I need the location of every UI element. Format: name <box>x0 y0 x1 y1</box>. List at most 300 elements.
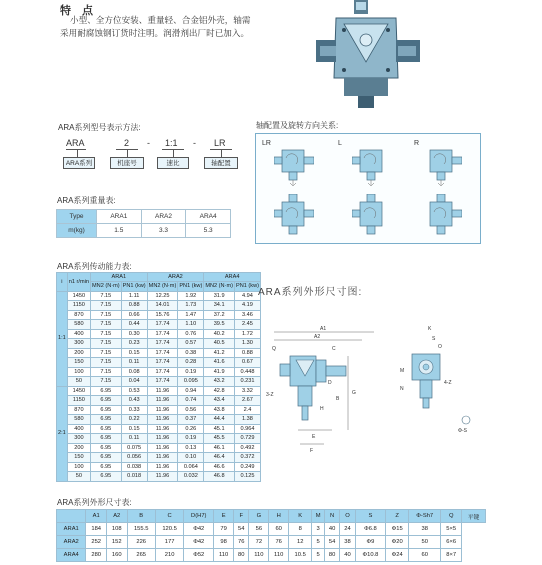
power-cell: 6.95 <box>91 453 122 463</box>
power-cell: 300 <box>67 434 90 444</box>
underline-ara <box>66 149 86 150</box>
dim-header-cell: D(H7) <box>184 510 214 523</box>
features-title: 特 点 <box>60 5 98 17</box>
svg-text:Φ-S: Φ-S <box>458 428 467 434</box>
power-cell: 0.22 <box>121 415 147 425</box>
model-code-part-ratio: 1:1 <box>165 138 178 148</box>
dim-cell: Φ6.8 <box>355 523 386 536</box>
power-cell: 0.94 <box>178 386 204 396</box>
dim-cell: 12 <box>289 536 312 549</box>
power-cell: 0.53 <box>121 386 147 396</box>
power-cell: 7.15 <box>91 348 122 358</box>
orientation-l-top-icon <box>352 144 392 186</box>
model-code-part-axis: LR <box>214 138 226 148</box>
power-cell: 11.96 <box>147 472 178 482</box>
dim-row <box>57 549 486 562</box>
dim-cell: Φ15 <box>386 523 409 536</box>
power-sub-mn2: MN2 (N·m) <box>148 283 177 290</box>
power-col-n1: n1 r/min <box>67 273 90 292</box>
dim-cell: 56 <box>249 523 269 536</box>
weight-row-label: m(kg) <box>57 224 97 238</box>
power-model-header: ARA1 <box>91 273 148 282</box>
power-cell: 200 <box>67 443 90 453</box>
power-row <box>57 301 261 311</box>
dim-cell: 120.5 <box>155 523 183 536</box>
stem-axis <box>221 149 222 157</box>
power-cell: 0.032 <box>178 472 204 482</box>
power-cell: 0.43 <box>121 396 147 406</box>
power-cell: 1.10 <box>178 320 204 330</box>
power-row <box>57 462 261 472</box>
power-cell: 11.96 <box>147 415 178 425</box>
power-cell: 0.11 <box>121 358 147 368</box>
dim-header-cell: 平键 <box>462 510 486 523</box>
dim-table-title: ARA系列外形尺寸表: <box>57 498 132 507</box>
power-cell: 2.4 <box>234 405 260 415</box>
power-row <box>57 386 261 396</box>
dim-header-cell: A2 <box>106 510 127 523</box>
svg-text:O: O <box>438 344 442 350</box>
dim-cell: Φ52 <box>184 549 214 562</box>
power-cell: 1.38 <box>234 415 260 425</box>
power-cell: 0.04 <box>121 377 147 387</box>
stem-ratio <box>173 149 174 157</box>
power-cell: 0.74 <box>178 396 204 406</box>
power-cell: 0.44 <box>121 320 147 330</box>
power-cell: 0.964 <box>234 424 260 434</box>
orientation-title: 轴配置及旋转方向关系: <box>256 121 339 130</box>
power-cell: 7.15 <box>91 301 122 311</box>
svg-text:M: M <box>400 368 405 374</box>
power-cell: 11.96 <box>147 396 178 406</box>
dim-cell: Φ24 <box>386 549 409 562</box>
dim-cell: 8×7 <box>441 549 462 562</box>
power-cell: 7.15 <box>91 339 122 349</box>
power-ratio-cell: 2:1 <box>57 386 68 481</box>
power-cell: 15.76 <box>147 310 178 320</box>
power-cell: 2.67 <box>234 396 260 406</box>
power-cell: 7.15 <box>91 367 122 377</box>
model-code-part-ara: ARA <box>66 138 85 148</box>
dim-cell: 76 <box>234 536 249 549</box>
power-ratio-cell: 1:1 <box>57 291 68 386</box>
weight-header-row <box>57 210 231 224</box>
dim-table <box>56 509 486 562</box>
power-sub-pn1: PN1 (kw) <box>122 283 146 290</box>
power-cell: 6.95 <box>91 405 122 415</box>
power-cell: 11.96 <box>147 386 178 396</box>
svg-text:A1: A1 <box>320 326 327 332</box>
power-cell: 31.9 <box>204 291 235 301</box>
power-cell: 41.2 <box>204 348 235 358</box>
power-cell: 0.064 <box>178 462 204 472</box>
dim-cell: Φ9 <box>355 536 386 549</box>
power-cell: 6.95 <box>91 462 122 472</box>
power-cell: 0.56 <box>178 405 204 415</box>
code-box-axis: 轴配置 <box>204 157 238 169</box>
power-cell: 0.23 <box>121 339 147 349</box>
power-cell: 0.76 <box>178 329 204 339</box>
power-cell: 11.96 <box>147 424 178 434</box>
power-cell: 43.2 <box>204 377 235 387</box>
power-row <box>57 396 261 406</box>
orientation-l-bottom-icon <box>352 194 392 240</box>
power-header-row <box>57 273 261 282</box>
dimension-drawing <box>262 320 480 460</box>
dim-header-cell: G <box>249 510 269 523</box>
power-sub-pn1: PN1 (kw) <box>235 283 259 290</box>
power-cell: 100 <box>67 367 90 377</box>
dim-cell: 110 <box>214 549 234 562</box>
power-cell: 400 <box>67 424 90 434</box>
power-cell: 43.8 <box>204 405 235 415</box>
power-row <box>57 329 261 339</box>
power-cell: 17.74 <box>147 377 178 387</box>
power-cell: 14.01 <box>147 301 178 311</box>
power-row <box>57 320 261 330</box>
power-cell: 6.95 <box>91 386 122 396</box>
power-cell: 100 <box>67 462 90 472</box>
power-cell: 0.729 <box>234 434 260 444</box>
power-cell: 0.66 <box>121 310 147 320</box>
svg-text:B: B <box>336 396 340 402</box>
svg-text:Q: Q <box>272 346 276 352</box>
power-cell: 11.96 <box>147 434 178 444</box>
dim-cell: 80 <box>234 549 249 562</box>
dim-cell: Φ42 <box>184 523 214 536</box>
orientation-panel <box>255 133 481 244</box>
dim-cell: 265 <box>127 549 155 562</box>
dim-header-row <box>57 510 486 523</box>
weight-cell: 5.3 <box>186 224 231 238</box>
weight-header-cell: Type <box>57 210 97 224</box>
power-cell: 0.372 <box>234 453 260 463</box>
dim-cell: 50 <box>409 536 441 549</box>
dim-cell: 38 <box>340 536 355 549</box>
power-cell: 0.15 <box>121 348 147 358</box>
power-model-header: ARA2 <box>147 273 204 282</box>
power-cell: 46.6 <box>204 462 235 472</box>
power-sub-mn2: MN2 (N·m) <box>205 283 233 290</box>
power-cell: 0.249 <box>234 462 260 472</box>
power-cell: 2.45 <box>234 320 260 330</box>
power-cell: 0.038 <box>121 462 147 472</box>
dim-cell: 110 <box>269 549 289 562</box>
power-cell: 17.74 <box>147 339 178 349</box>
power-cell: 45.5 <box>204 434 235 444</box>
dim-header-cell: H <box>269 510 289 523</box>
power-cell: 40.5 <box>204 339 235 349</box>
power-cell: 0.10 <box>178 453 204 463</box>
weight-header-cell: ARA2 <box>141 210 186 224</box>
power-cell: 3.32 <box>234 386 260 396</box>
dim-cell: 60 <box>409 549 441 562</box>
power-cell: 0.11 <box>121 434 147 444</box>
power-cell: 4.94 <box>234 291 260 301</box>
power-cell: 17.74 <box>147 329 178 339</box>
power-row <box>57 377 261 387</box>
stem-size <box>127 149 128 157</box>
dim-header-cell: B <box>127 510 155 523</box>
power-model-header: ARA4 <box>204 273 261 282</box>
dim-cell: 152 <box>106 536 127 549</box>
power-cell: 43.4 <box>204 396 235 406</box>
power-cell: 17.74 <box>147 367 178 377</box>
power-cell: 0.095 <box>178 377 204 387</box>
dimension-drawing-title: ARA系列外形尺寸图: <box>258 287 363 298</box>
weight-data-row <box>57 224 231 238</box>
power-cell: 41.9 <box>204 367 235 377</box>
power-cell: 0.125 <box>234 472 260 482</box>
dim-cell: 155.5 <box>127 523 155 536</box>
orientation-label-lr: LR <box>262 140 271 147</box>
dim-header-cell: N <box>324 510 339 523</box>
power-cell: 17.74 <box>147 358 178 368</box>
dim-cell: 40 <box>340 549 355 562</box>
svg-text:N: N <box>400 386 404 392</box>
power-cell: 1.30 <box>234 339 260 349</box>
power-cell: 1.47 <box>178 310 204 320</box>
weight-cell: 3.3 <box>141 224 186 238</box>
dim-cell: 8 <box>289 523 312 536</box>
power-cell: 580 <box>67 320 90 330</box>
dim-cell: 5 <box>312 549 325 562</box>
features-text <box>60 14 300 40</box>
power-cell: 0.15 <box>121 424 147 434</box>
power-cell: 7.15 <box>91 329 122 339</box>
power-table <box>56 272 261 482</box>
model-code-dash-2: - <box>193 138 196 148</box>
power-row <box>57 348 261 358</box>
power-cell: 0.231 <box>234 377 260 387</box>
power-cell: 46.1 <box>204 443 235 453</box>
svg-text:4-Z: 4-Z <box>444 380 452 386</box>
svg-text:S: S <box>432 336 436 342</box>
power-cell: 3.46 <box>234 310 260 320</box>
power-cell: 580 <box>67 415 90 425</box>
dim-cell: 38 <box>409 523 441 536</box>
power-row <box>57 453 261 463</box>
power-cell: 11.96 <box>147 462 178 472</box>
features-line-2: 采用耐腐蚀钢订货时注明。润滑剂出厂时已加入。 <box>60 28 250 38</box>
dim-cell: 5×5 <box>441 523 462 536</box>
power-cell: 870 <box>67 310 90 320</box>
dim-header-cell: Φ-Sh7 <box>409 510 441 523</box>
power-cell: 45.1 <box>204 424 235 434</box>
power-cell: 150 <box>67 453 90 463</box>
power-cell: 0.88 <box>121 301 147 311</box>
dim-header-cell: K <box>289 510 312 523</box>
dim-header-cell: Z <box>386 510 409 523</box>
power-cell: 0.26 <box>178 424 204 434</box>
dim-cell: 40 <box>324 523 339 536</box>
orientation-r-top-icon <box>422 144 462 186</box>
power-cell: 50 <box>67 472 90 482</box>
dim-cell: 72 <box>249 536 269 549</box>
power-cell: 17.74 <box>147 348 178 358</box>
dim-cell: Φ42 <box>184 536 214 549</box>
dim-row-label: ARA1 <box>57 523 86 536</box>
power-sub-pn1: PN1 (kw) <box>179 283 203 290</box>
dim-row-label: ARA2 <box>57 536 86 549</box>
code-box-frame: 机座号 <box>110 157 144 169</box>
svg-text:H: H <box>320 406 324 412</box>
power-cell: 400 <box>67 329 90 339</box>
power-cell: 0.33 <box>121 405 147 415</box>
gearbox-product-image <box>314 0 426 110</box>
dim-cell: 110 <box>249 549 269 562</box>
code-box-ratio: 速比 <box>157 157 189 169</box>
code-box-series: ARA系列 <box>63 157 95 169</box>
power-col-i: i <box>57 273 68 292</box>
power-row <box>57 310 261 320</box>
power-row <box>57 358 261 368</box>
dim-header-cell: E <box>214 510 234 523</box>
svg-text:C: C <box>332 346 336 352</box>
orientation-lr-bottom-icon <box>274 194 314 240</box>
svg-text:G: G <box>352 390 356 396</box>
power-cell: 0.19 <box>178 434 204 444</box>
dim-cell: 80 <box>324 549 339 562</box>
power-row <box>57 405 261 415</box>
power-row <box>57 339 261 349</box>
model-code-part-size: 2 <box>124 138 130 148</box>
power-cell: 6.95 <box>91 434 122 444</box>
dim-header-cell: A1 <box>86 510 107 523</box>
dim-cell: 76 <box>269 536 289 549</box>
power-row <box>57 291 261 301</box>
power-cell: 7.15 <box>91 320 122 330</box>
power-cell: 17.74 <box>147 320 178 330</box>
power-cell: 6.95 <box>91 472 122 482</box>
svg-text:D: D <box>328 380 332 386</box>
power-cell: 42.8 <box>204 386 235 396</box>
power-cell: 0.30 <box>121 329 147 339</box>
power-cell: 6.95 <box>91 424 122 434</box>
power-cell: 0.08 <box>121 367 147 377</box>
power-cell: 12.25 <box>147 291 178 301</box>
power-cell: 4.19 <box>234 301 260 311</box>
dim-header-cell: F <box>234 510 249 523</box>
dim-cell: 6×6 <box>441 536 462 549</box>
dim-cell: 3 <box>312 523 325 536</box>
power-cell: 0.018 <box>121 472 147 482</box>
power-cell: 0.67 <box>234 358 260 368</box>
weight-table <box>56 209 231 238</box>
power-row <box>57 367 261 377</box>
power-cell: 0.88 <box>234 348 260 358</box>
power-cell: 0.37 <box>178 415 204 425</box>
dim-cell: 24 <box>340 523 355 536</box>
power-cell: 300 <box>67 339 90 349</box>
power-cell: 34.1 <box>204 301 235 311</box>
power-cell: 0.57 <box>178 339 204 349</box>
orientation-label-r: R <box>414 140 420 147</box>
model-code-dash-1: - <box>147 138 150 148</box>
power-cell: 11.96 <box>147 453 178 463</box>
power-cell: 0.19 <box>178 367 204 377</box>
power-cell: 6.95 <box>91 415 122 425</box>
power-cell: 46.4 <box>204 453 235 463</box>
dim-cell: 160 <box>106 549 127 562</box>
power-cell: 7.15 <box>91 310 122 320</box>
power-row <box>57 443 261 453</box>
power-cell: 7.15 <box>91 358 122 368</box>
dim-cell: 252 <box>86 536 107 549</box>
power-cell: 41.6 <box>204 358 235 368</box>
power-cell: 7.15 <box>91 377 122 387</box>
dim-cell: 210 <box>155 549 183 562</box>
power-cell: 200 <box>67 348 90 358</box>
dim-cell: Φ10.8 <box>355 549 386 562</box>
weight-header-cell: ARA4 <box>186 210 231 224</box>
dim-cell: 98 <box>214 536 234 549</box>
power-row <box>57 434 261 444</box>
power-cell: 0.075 <box>121 443 147 453</box>
power-cell: 0.38 <box>178 348 204 358</box>
dim-row <box>57 536 486 549</box>
power-cell: 0.448 <box>234 367 260 377</box>
svg-text:A2: A2 <box>314 334 321 340</box>
power-cell: 11.96 <box>147 405 178 415</box>
dim-header-cell: S <box>355 510 386 523</box>
power-cell: 150 <box>67 358 90 368</box>
model-code-title: ARA系列型号表示方法: <box>58 123 141 132</box>
power-cell: 1.73 <box>178 301 204 311</box>
dim-cell: 54 <box>234 523 249 536</box>
power-row <box>57 424 261 434</box>
dim-row-label: ARA4 <box>57 549 86 562</box>
dim-cell: 177 <box>155 536 183 549</box>
power-cell: 0.056 <box>121 453 147 463</box>
svg-text:3-Z: 3-Z <box>266 392 274 398</box>
dim-cell: 108 <box>106 523 127 536</box>
power-cell: 0.492 <box>234 443 260 453</box>
power-cell: 7.15 <box>91 291 122 301</box>
power-cell: 6.95 <box>91 396 122 406</box>
power-cell: 1450 <box>67 291 90 301</box>
svg-text:K: K <box>428 326 432 332</box>
power-cell: 1.11 <box>121 291 147 301</box>
power-cell: 1450 <box>67 386 90 396</box>
dim-header-cell: C <box>155 510 183 523</box>
orientation-label-l: L <box>338 140 342 147</box>
power-cell: 11.96 <box>147 443 178 453</box>
power-cell: 37.2 <box>204 310 235 320</box>
power-cell: 39.5 <box>204 320 235 330</box>
dim-header-cell: Q <box>441 510 462 523</box>
power-cell: 6.95 <box>91 443 122 453</box>
power-cell: 1150 <box>67 301 90 311</box>
power-cell: 40.2 <box>204 329 235 339</box>
dim-cell: 54 <box>324 536 339 549</box>
dim-row <box>57 523 486 536</box>
weight-cell: 1.5 <box>97 224 142 238</box>
dim-cell: 226 <box>127 536 155 549</box>
stem-ara <box>77 149 78 157</box>
features-line-1: 小型、全方位安装、重量轻、合金铝外壳，轴需 <box>70 15 251 25</box>
power-cell: 0.28 <box>178 358 204 368</box>
power-cell: 1.72 <box>234 329 260 339</box>
dim-header-cell: O <box>340 510 355 523</box>
svg-text:F: F <box>310 448 314 454</box>
power-row <box>57 415 261 425</box>
weight-table-title: ARA系列重量表: <box>57 196 116 205</box>
dim-cell: 184 <box>86 523 107 536</box>
dim-header-cell: M <box>312 510 325 523</box>
dim-cell: 5 <box>312 536 325 549</box>
dim-header-cell <box>57 510 86 523</box>
